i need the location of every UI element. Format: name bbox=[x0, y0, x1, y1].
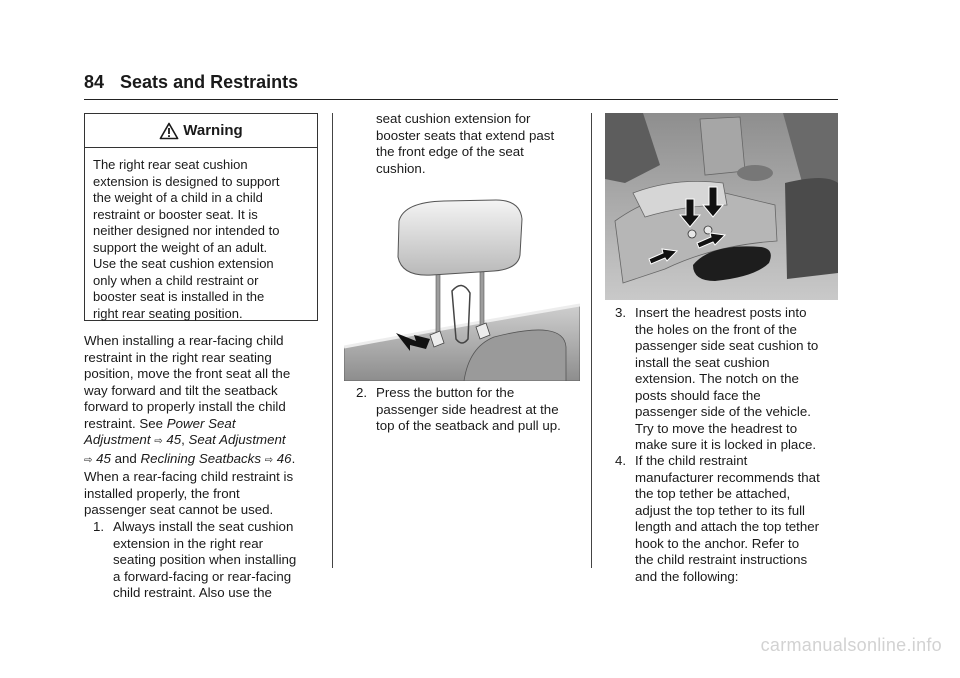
page-ref-icon: ⇨ bbox=[154, 436, 163, 447]
warning-line: extension is designed to support bbox=[93, 173, 280, 189]
step-line: adjust the top tether to its full bbox=[635, 502, 806, 518]
warning-body bbox=[85, 148, 317, 322]
step-number: 4. bbox=[615, 453, 627, 468]
and-text: and bbox=[114, 450, 137, 466]
headrest-button-figure bbox=[344, 197, 580, 381]
step-line: length and attach the top tether bbox=[635, 519, 820, 534]
step-line: passenger side headrest at the bbox=[376, 401, 559, 417]
step-line: posts should face the bbox=[635, 387, 761, 403]
page-ref-45-a[interactable]: 45 bbox=[166, 432, 182, 447]
step-line: make sure it is locked in place. bbox=[635, 437, 817, 452]
warning-line: support the weight of an adult. bbox=[93, 239, 268, 255]
step-line: the top tether be attached, bbox=[635, 486, 791, 501]
step-number: 1. bbox=[93, 519, 105, 534]
paragraph-line: restraint in the right rear seating bbox=[84, 349, 272, 365]
power-seat-adjustment-link[interactable]: Power Seat bbox=[166, 415, 236, 431]
warning-box bbox=[84, 113, 318, 321]
page-ref-icon: ⇨ bbox=[84, 454, 93, 466]
page-number: 84 bbox=[84, 72, 105, 92]
step-line: top of the seatback and pull up. bbox=[376, 418, 561, 433]
step-text bbox=[635, 305, 818, 454]
warning-title bbox=[85, 114, 317, 148]
step-text bbox=[635, 453, 820, 585]
warning-line: The right rear seat cushion bbox=[93, 157, 248, 172]
step-line: passenger side of the vehicle. bbox=[635, 404, 811, 419]
warning-line: right rear seating position. bbox=[93, 305, 243, 321]
step-line: child restraint. Also use the bbox=[113, 585, 272, 600]
step-line: manufacturer recommends that bbox=[635, 469, 820, 485]
warning-title-text: Warning bbox=[183, 122, 243, 139]
warning-line: only when a child restraint or bbox=[93, 272, 259, 288]
step-number: 2. bbox=[356, 385, 368, 400]
warning-line: Use the seat cushion extension bbox=[93, 256, 274, 271]
step-line: install the seat cushion bbox=[635, 354, 770, 370]
header-rule bbox=[84, 99, 838, 100]
paragraph-line: Adjustment ⇨ 45, Seat Adjustment bbox=[84, 432, 286, 447]
step-line: Try to move the headrest to bbox=[635, 420, 798, 436]
step-line: Press the button for the bbox=[376, 385, 515, 400]
warning-line: neither designed nor intended to bbox=[93, 223, 280, 238]
column-divider-2 bbox=[591, 113, 592, 568]
warning-line: the weight of a child in a child bbox=[93, 190, 263, 205]
watermark: carmanualsonline.info bbox=[760, 635, 942, 655]
page-header bbox=[84, 72, 298, 93]
reclining-seatbacks-link[interactable]: Reclining Seatbacks bbox=[140, 450, 261, 466]
paragraph-line: seat cushion extension for bbox=[376, 111, 531, 126]
paragraph-line: cushion. bbox=[376, 160, 426, 176]
paragraph-line: passenger seat cannot be used. bbox=[84, 502, 274, 517]
paragraph-line: ⇨ 45 and Reclining Seatbacks ⇨ 46. bbox=[84, 450, 296, 466]
see-reference-prefix: restraint. See bbox=[84, 415, 167, 431]
seat-cushion-extension-figure bbox=[605, 113, 838, 300]
paragraph-line: position, move the front seat all the bbox=[84, 366, 291, 381]
paragraph-line: the front edge of the seat bbox=[376, 144, 524, 159]
warning-triangle-icon bbox=[159, 122, 179, 140]
warning-line: restraint or booster seat. It is bbox=[93, 206, 258, 222]
paragraph-line: When installing a rear-facing child bbox=[84, 333, 284, 348]
seat-adjustment-link[interactable]: Seat Adjustment bbox=[188, 432, 286, 447]
step-line: seating position when installing bbox=[113, 552, 297, 567]
paragraph-line: forward to properly install the child bbox=[84, 399, 286, 414]
step-line: If the child restraint bbox=[635, 453, 748, 468]
step-line: a forward-facing or rear-facing bbox=[113, 568, 292, 584]
warning-line: booster seat is installed in the bbox=[93, 289, 265, 304]
paragraph-line bbox=[84, 416, 324, 433]
step-line: Insert the headrest posts into bbox=[635, 305, 807, 320]
step-1-continued bbox=[376, 111, 586, 177]
page-ref-45-b[interactable]: 45 bbox=[96, 450, 111, 466]
column-divider-1 bbox=[332, 113, 333, 568]
paragraph-line: booster seats that extend past bbox=[376, 127, 555, 143]
power-seat-adjustment-link-cont[interactable]: Adjustment bbox=[84, 432, 151, 447]
paragraph-line: When a rear-facing child restraint is bbox=[84, 469, 294, 484]
step-text bbox=[376, 385, 561, 435]
page-ref-icon: ⇨ bbox=[264, 454, 274, 466]
step-line: the holes on the front of the bbox=[635, 321, 797, 337]
step-line: passenger side seat cushion to bbox=[635, 338, 819, 353]
page-ref-46[interactable]: 46 bbox=[276, 450, 292, 466]
paragraph-line: way forward and tilt the seatback bbox=[84, 382, 278, 398]
step-number: 3. bbox=[615, 305, 627, 320]
step-line: Always install the seat cushion bbox=[113, 519, 294, 534]
step-line: and the following: bbox=[635, 568, 739, 584]
paragraph-line: installed properly, the front bbox=[84, 485, 240, 501]
section-title: Seats and Restraints bbox=[120, 72, 299, 92]
step-text bbox=[113, 519, 296, 602]
step-line: extension in the right rear bbox=[113, 535, 264, 551]
step-line: hook to the anchor. Refer to bbox=[635, 535, 800, 551]
installation-paragraph bbox=[84, 333, 324, 519]
step-line: extension. The notch on the bbox=[635, 371, 799, 386]
step-line: the child restraint instructions bbox=[635, 552, 808, 567]
